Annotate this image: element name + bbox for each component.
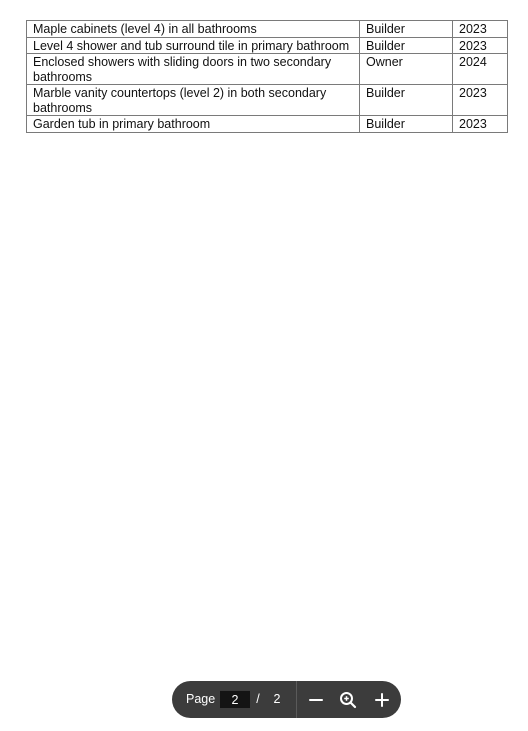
responsible-cell: Owner bbox=[360, 54, 453, 85]
zoom-fit-button[interactable] bbox=[337, 689, 359, 711]
page-number-input[interactable] bbox=[220, 691, 250, 708]
table-row bbox=[27, 116, 508, 133]
minus-icon bbox=[305, 689, 327, 711]
description-cell: Garden tub in primary bathroom bbox=[27, 116, 360, 133]
year-cell: 2024 bbox=[453, 54, 508, 85]
plus-icon bbox=[371, 689, 393, 711]
items-table bbox=[26, 20, 508, 133]
description-cell: Marble vanity countertops (level 2) in both secondary bathrooms bbox=[27, 85, 360, 116]
pdf-viewer-toolbar bbox=[172, 681, 401, 718]
responsible-cell: Builder bbox=[360, 21, 453, 38]
page-separator: / bbox=[256, 692, 260, 706]
table-row bbox=[27, 85, 508, 116]
zoom-out-button[interactable] bbox=[305, 689, 327, 711]
description-cell: Level 4 shower and tub surround tile in primary bathroom bbox=[27, 37, 360, 54]
toolbar-divider bbox=[296, 681, 297, 718]
year-cell: 2023 bbox=[453, 21, 508, 38]
table-row bbox=[27, 21, 508, 38]
total-pages: 2 bbox=[273, 692, 281, 706]
responsible-cell: Builder bbox=[360, 116, 453, 133]
responsible-cell: Builder bbox=[360, 37, 453, 54]
year-cell: 2023 bbox=[453, 85, 508, 116]
zoom-in-button[interactable] bbox=[371, 689, 393, 711]
description-cell: Maple cabinets (level 4) in all bathrooms bbox=[27, 21, 360, 38]
page-label: Page bbox=[186, 692, 216, 706]
description-cell: Enclosed showers with sliding doors in two secondary bathrooms bbox=[27, 54, 360, 85]
responsible-cell: Builder bbox=[360, 85, 453, 116]
table-row bbox=[27, 37, 508, 54]
zoom-magnifier-icon bbox=[337, 689, 359, 711]
table-row bbox=[27, 54, 508, 85]
year-cell: 2023 bbox=[453, 116, 508, 133]
year-cell: 2023 bbox=[453, 37, 508, 54]
